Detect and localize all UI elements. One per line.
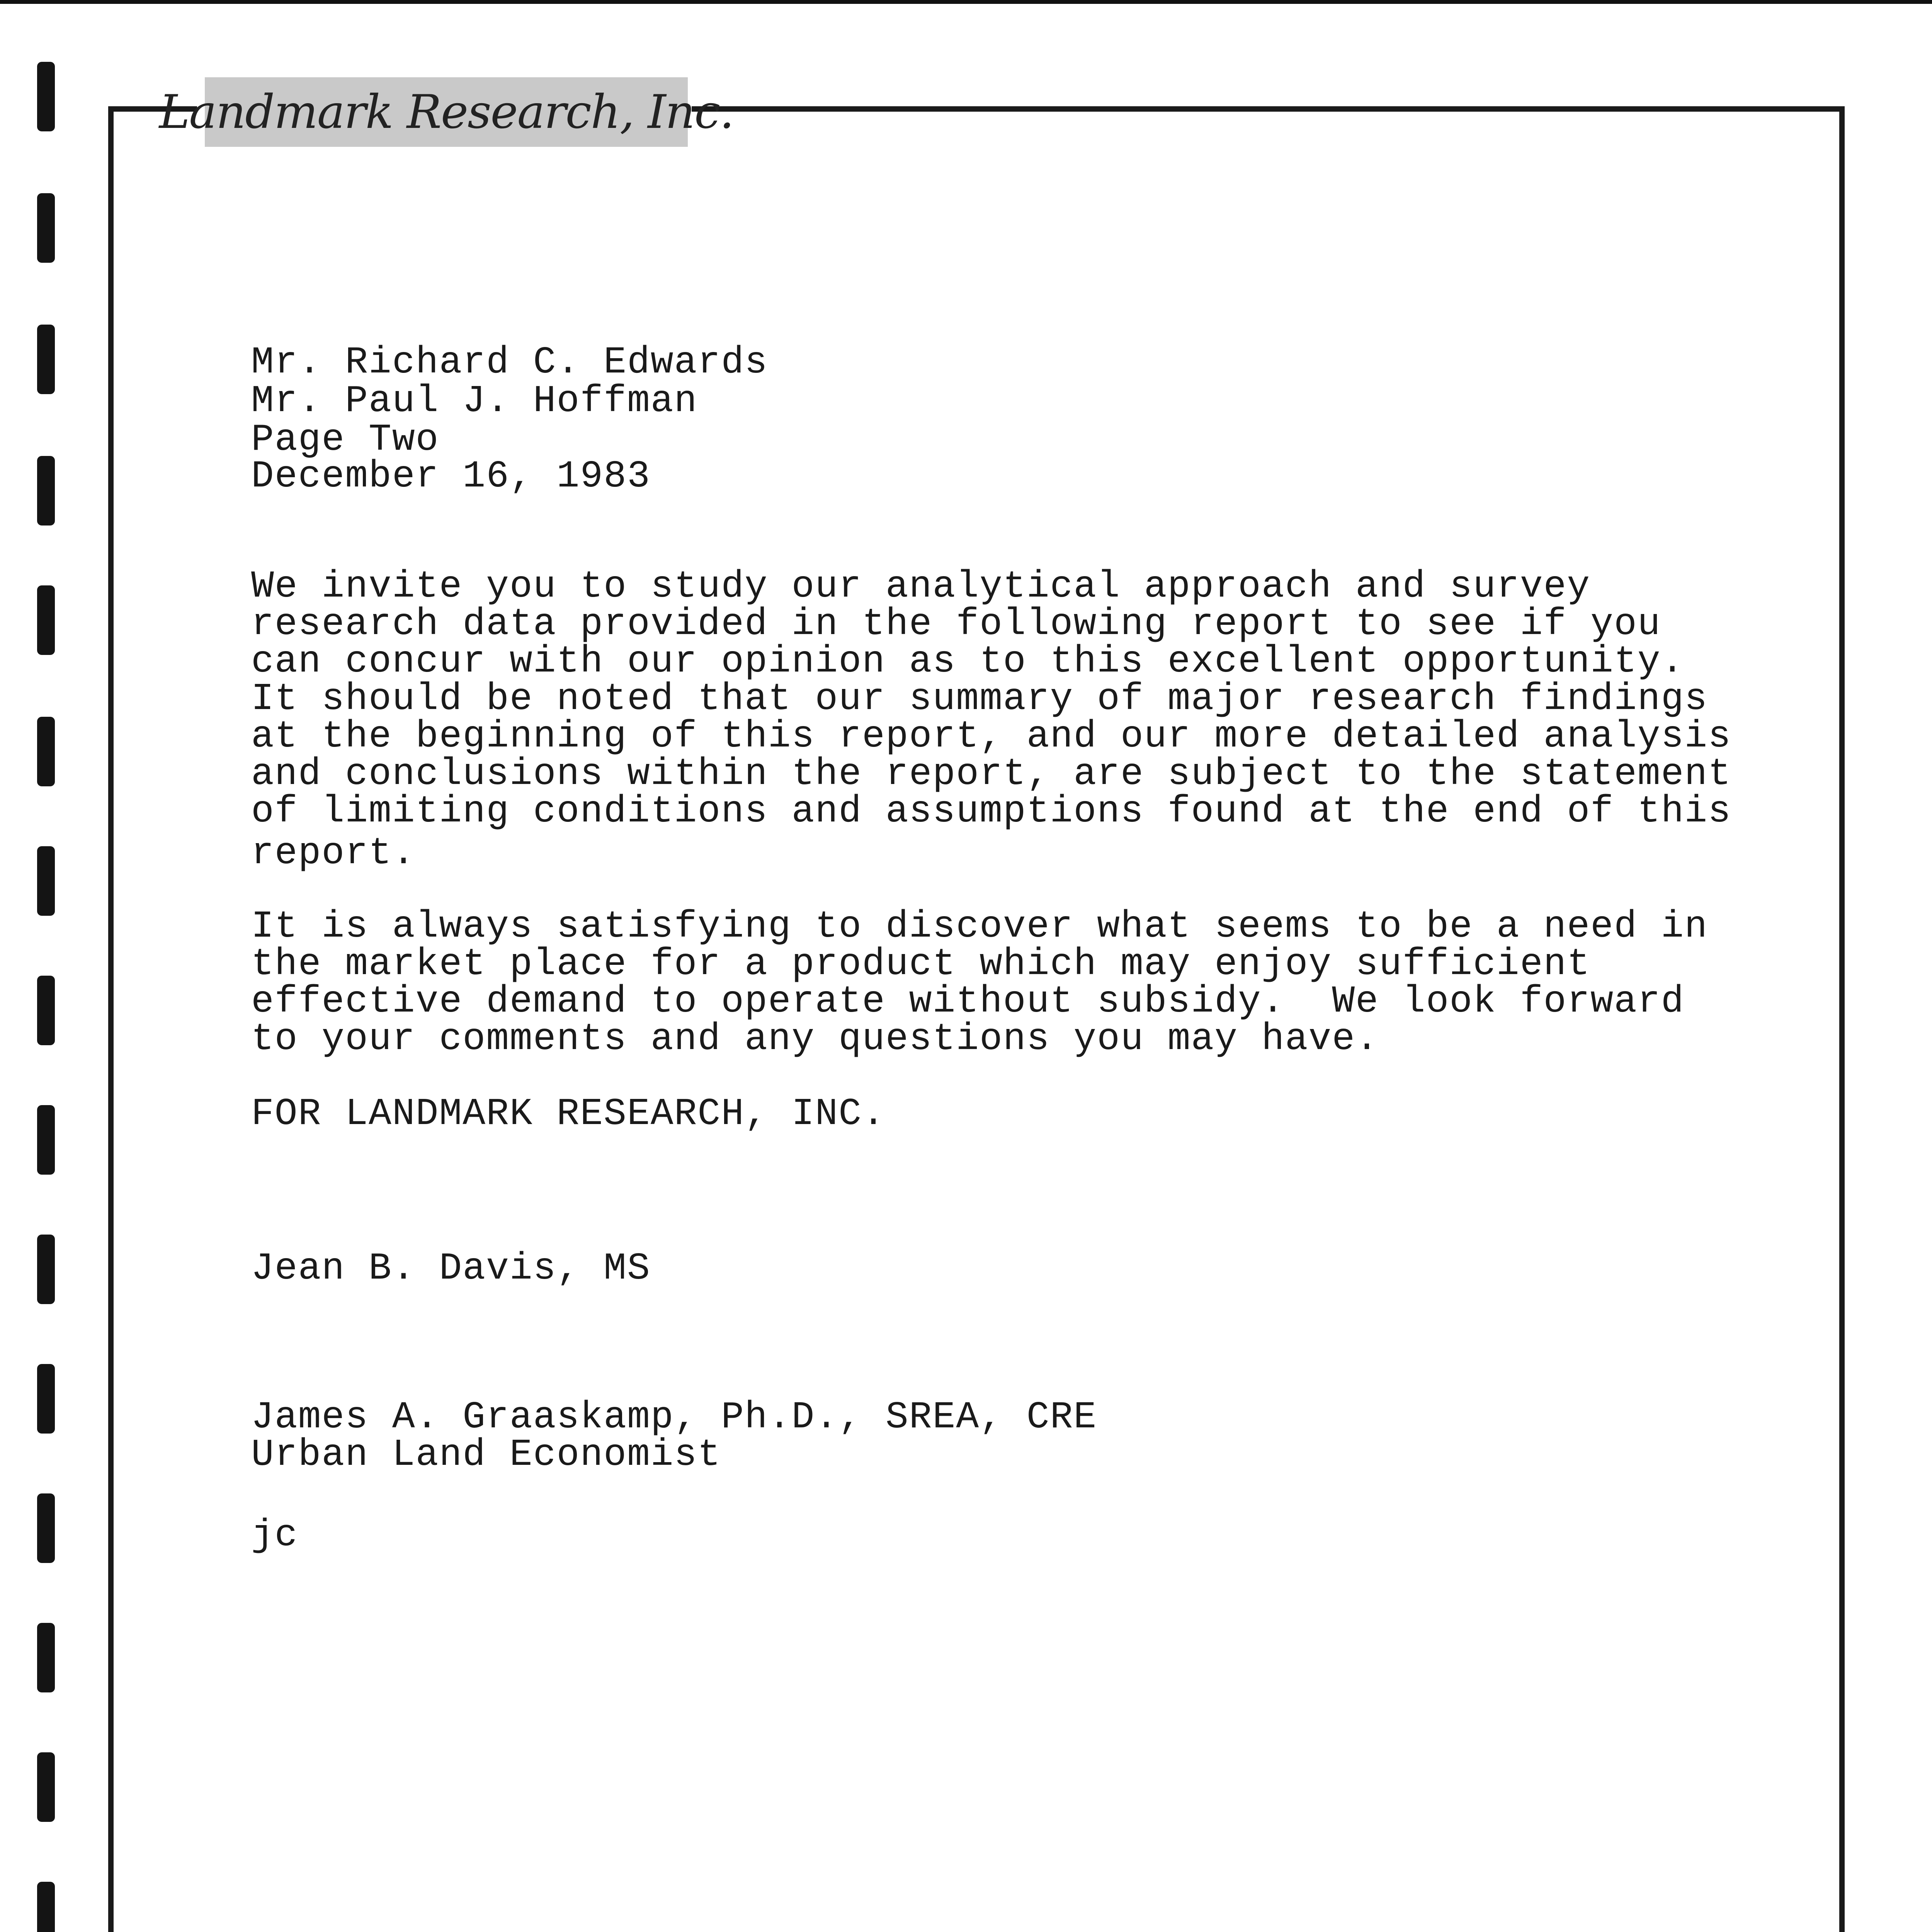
punch-hole (37, 1105, 55, 1175)
punch-hole (37, 846, 55, 916)
paragraph-line: It should be noted that our summary of major research findings (251, 678, 1708, 721)
paragraph-line: at the beginning of this report, and our more detailed analysis (251, 715, 1732, 758)
paragraph-line: the market place for a product which may enjoy sufficient (251, 943, 1591, 986)
punch-hole (37, 1752, 55, 1822)
punch-hole (37, 976, 55, 1045)
page-label: Page Two (251, 418, 439, 461)
punch-hole (37, 456, 55, 526)
punch-hole (37, 1235, 55, 1304)
paragraph-line: effective demand to operate without subsidy. We look forward (251, 980, 1685, 1023)
paragraph-line: report. (251, 832, 416, 875)
paragraph-line: It is always satisfying to discover what seems to be a need in (251, 905, 1708, 948)
punch-hole (37, 193, 55, 263)
recipient-1: Mr. Richard C. Edwards (251, 341, 768, 384)
page-top-edge (0, 0, 1932, 4)
paragraph-line: can concur with our opinion as to this excellent opportunity. (251, 640, 1685, 683)
punch-hole (37, 1882, 55, 1932)
paragraph-line: We invite you to study our analytical approach and survey (251, 565, 1591, 608)
letter-date: December 16, 1983 (251, 455, 651, 498)
punch-hole (37, 1623, 55, 1692)
punch-hole (37, 62, 55, 131)
punch-hole (37, 585, 55, 655)
recipient-2: Mr. Paul J. Hoffman (251, 380, 698, 423)
punch-hole (37, 325, 55, 394)
punch-hole (37, 1493, 55, 1563)
frame-top-right-rule (692, 106, 1845, 112)
paragraph-line: of limiting conditions and assumptions found at the end of this (251, 790, 1732, 833)
letterhead-logo (159, 77, 734, 147)
closing-line: FOR LANDMARK RESEARCH, INC. (251, 1093, 886, 1136)
frame-right-rule (1839, 106, 1845, 1932)
paragraph-line: research data provided in the following report to see if you (251, 603, 1661, 646)
punch-hole (37, 1364, 55, 1434)
frame-left-rule (108, 106, 114, 1932)
logo-text: Landmark Research, Inc. (159, 85, 734, 139)
signatory-2-name: James A. Graaskamp, Ph.D., SREA, CRE (251, 1396, 1097, 1439)
signatory-2-title: Urban Land Economist (251, 1434, 721, 1476)
signatory-1-name: Jean B. Davis, MS (251, 1247, 651, 1290)
typist-initials: jc (251, 1514, 298, 1557)
paragraph-line: to your comments and any questions you may have. (251, 1018, 1379, 1061)
punch-hole (37, 717, 55, 786)
paragraph-line: and conclusions within the report, are subject to the statement (251, 753, 1732, 796)
